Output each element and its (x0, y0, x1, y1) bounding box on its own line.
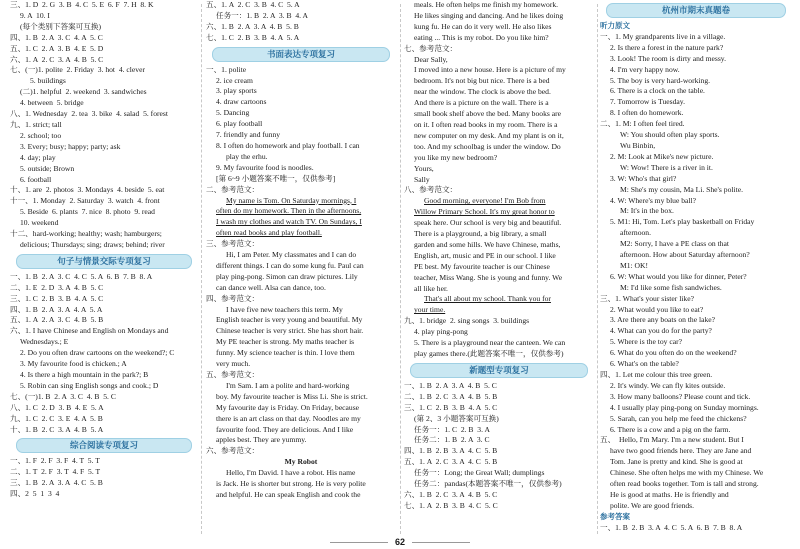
answer-line: Hi, I am Peter. My classmates and I can do (226, 250, 357, 260)
answer-line: M2: Sorry, I have a PE class on that (620, 239, 729, 249)
answer-line: 六、1. I have Chinese and English on Mondays and (10, 326, 169, 336)
answer-line: new computer on my desk. And my plant is on it, (414, 130, 564, 140)
answer-line: 四、1. B 2. A 3. A 4. A 5. A (10, 304, 103, 314)
answer-line: 4. W: Where's my blue ball? (610, 195, 697, 205)
answer-line: 4. play ping-pong (414, 327, 468, 337)
answer-line: near the window. The clock is above the bed. (414, 87, 551, 97)
answer-line: He is good at maths. He is friendly and (610, 489, 729, 499)
answer-line: 十二、hard-working; healthy; wash; hamburgers; (10, 229, 162, 239)
answer-line: 5. Sarah, can you help me feed the chickens? (610, 413, 747, 423)
section-banner: 句子与情景交际专项复习 (16, 254, 192, 269)
answer-line: afternoon. (620, 228, 651, 238)
answer-line: small book shelf above the bed. Many books are (414, 109, 561, 119)
answer-line: 2. M: Look at Mike's new picture. (610, 151, 714, 161)
answer-line: 四、1. B 2. B 3. A 4. C 5. B (404, 446, 498, 456)
answer-line: 四、参考范文： (206, 293, 260, 303)
answer-line: He likes singing and dancing. And he likes doing (414, 10, 564, 20)
answer-line: 六、参考范文： (206, 446, 260, 456)
answer-line: often read books and play football. (216, 228, 322, 238)
answer-line: Hello, I'm David. I have a robot. His name (226, 468, 356, 478)
answer-line: W: Wow! There is a river in it. (620, 162, 713, 172)
answer-line: play the erhu. (226, 151, 268, 161)
answer-line: 七、(一)1. polite 2. Friday 3. hot 4. clever (10, 65, 145, 75)
answer-line: 5. Dancing (216, 108, 250, 118)
answer-line: Chinese teacher is very strict. She has short hair. (216, 326, 364, 336)
answer-line: teacher, Miss Wang. She is young and funny. We (414, 272, 563, 282)
answer-line: M: I'd like some fish sandwiches. (620, 282, 722, 292)
page-number: 62 (388, 536, 412, 549)
answer-line: 5. The boy is very hard-working. (610, 75, 711, 85)
answer-line: 4. I usually play ping-pong on Sunday mornings. (610, 402, 759, 412)
answer-line: 3. Are there any boats on the lake? (610, 315, 716, 325)
answer-line: 5. Where is the toy car? (610, 337, 682, 347)
answer-line: English, art, music and PE in our school. I like (414, 250, 556, 260)
column-divider (400, 4, 401, 534)
answer-line: 5. Robin can sing English songs and cook.; D (20, 380, 159, 390)
answer-line: 2. Do you often draw cartoons on the weekend?; C (20, 348, 175, 358)
answer-line: 二、1. E 2. D 3. A 4. B 5. C (10, 282, 104, 292)
answer-line: 4. day; play (20, 152, 56, 162)
answer-line: eating ... This is my robot. Do you like him? (414, 32, 549, 42)
answer-line: 4. between 5. bridge (20, 98, 84, 108)
answer-line: 九、1. bridge 2. sing songs 3. buildings (404, 316, 530, 326)
answer-line: 八、1. Wednesday 2. tea 3. bike 4. salad 5. forest (10, 109, 168, 119)
answer-line: on it. I often read books in my room. There is a (414, 119, 558, 129)
answer-line: 二、1. T 2. F 3. T 4. F 5. T (10, 467, 101, 477)
answer-line: 一、1. B 2. B 3. A 4. C 5. A 6. B 7. B 8. A (600, 522, 743, 532)
answer-line: 二、1. B 2. C 3. A 4. B 5. B (404, 391, 498, 401)
answer-line: 一、1. B 2. A 3. A 4. B 5. C (404, 380, 497, 390)
answer-line: 五、参考范文： (206, 370, 260, 379)
answer-line: often do my homework. Then in the afternoons, (216, 206, 362, 216)
answer-line: play ping-pong. Simon can draw pictures. Lily (216, 271, 358, 281)
answer-line: 6. football (20, 174, 52, 184)
answer-line: 七、(一)1. B 2. A 3. C 4. B 5. C (10, 391, 116, 401)
answer-line: 4. I'm very happy now. (610, 64, 680, 74)
answer-line: speak here. Our school is very big and beautiful. (414, 218, 562, 228)
answer-line: 五、1. C 2. A 3. B 4. E 5. D (10, 43, 104, 53)
answer-line: Yours, (414, 163, 434, 173)
answer-line: 5. outside; Brown (20, 163, 75, 173)
answer-line: 十一、1. Monday 2. Saturday 3. watch 4. front (10, 196, 160, 206)
essay-title: My Robot (284, 457, 318, 467)
answer-line: 3. How many balloons? Please count and tick. (610, 391, 751, 401)
answer-line: M: She's my cousin, Ma Li. She's polite. (620, 184, 743, 194)
answer-line: very much. (216, 359, 251, 369)
section-subheading: 听力原文 (600, 21, 630, 30)
answer-line: Wednesdays.; E (20, 337, 69, 347)
answer-line: boy. My favourite teacher is Miss Li. She is strict. (216, 391, 368, 401)
answer-line: garden and some hills. We have Chinese, maths, (414, 239, 561, 249)
answer-line: different things. I can do some kung fu. Paul can (216, 260, 364, 270)
answer-line: PE best. My favourite teacher is our Chinese (414, 261, 550, 271)
answer-line: 五、1. A 2. A 3. C 4. B 5. B (10, 315, 104, 325)
answer-line: 九、1. C 2. C 3. E 4. A 5. B (10, 413, 103, 423)
answer-line: M1: OK! (620, 260, 649, 270)
answer-line: 七、参考范文： (404, 43, 458, 53)
answer-line: My PE teacher is strong. My maths teacher is (216, 337, 355, 347)
answer-line: 六、1. B 2. A 3. A 4. B 5. B (206, 21, 299, 31)
answer-line: English teacher is very young and beautiful. My (216, 315, 363, 325)
answer-line: 三、1. B 2. A 3. A 4. C 5. B (10, 478, 103, 488)
answer-line: I wash my clothes and watch TV. On Sundays, I (216, 217, 362, 227)
answer-line: 5. M1: Hi, Tom. Let's play basketball on Friday (610, 217, 755, 227)
answer-line: 八、参考范文： (404, 185, 458, 195)
answer-line: delicious; Thursdays; sing; draws; behind; river (20, 239, 165, 249)
answer-line: is Jack. He is shorter but strong. He is very polite (216, 479, 366, 489)
answer-line: apples best. They are yummy. (216, 435, 307, 445)
answer-line: Tom. Jane is pretty and kind. She is good at (610, 457, 743, 467)
column-4 (600, 0, 792, 536)
answer-line: 一、1. My grandparents live in a village. (600, 31, 726, 41)
answer-line: 6. What do you often do on the weekend? (610, 348, 737, 358)
answer-line: 六、1. B 2. C 3. A 4. B 5. C (404, 489, 498, 499)
section-subheading: 参考答案 (600, 511, 630, 521)
answer-line: 4. What can you do for the party? (610, 326, 712, 336)
answer-line: W: You should often play sports. (620, 130, 720, 140)
answer-line: 3. My favourite food is chicken.; A (20, 359, 127, 369)
answer-line: often read books together. Tom is tall and strong. (610, 479, 759, 489)
answer-line: (每个类别下答案可互换) (20, 21, 101, 31)
answer-line: 四、1. B 2. A 3. C 4. A 5. C (10, 32, 103, 42)
answer-line: 三、参考范文： (206, 239, 260, 249)
answer-line: (二)1. helpful 2. weekend 3. sandwiches (20, 87, 147, 97)
answer-line: 七、1. C 2. B 3. B 4. A 5. A (206, 32, 300, 42)
answer-line: 一、1. B 2. A 3. C 4. C 5. A 6. B 7. B 8. A (10, 271, 153, 281)
answer-line: Sally (414, 174, 430, 184)
answer-line: 五、 Hello, I'm Mary. I'm a new student. But I (600, 435, 744, 445)
answer-line: 5. There is a playground near the canteen. We can (414, 338, 566, 348)
answer-line: have two good friends here. They are Jane and (610, 446, 752, 456)
answer-line: My favourite day is Friday. On Friday, because (216, 402, 360, 412)
answer-line: 任务一：1. C 2. B 3. A (414, 424, 490, 434)
answer-line: 4. draw cartoons (216, 97, 267, 107)
answer-line: and helpful. He can speak English and cook the (216, 489, 361, 499)
answer-line: I'm Sam. I am a polite and hard-working (226, 380, 350, 390)
column-1 (10, 0, 198, 536)
answer-line: 四、1. Let me colour this tree green. (600, 370, 713, 379)
answer-line: afternoon. How about Saturday afternoon? (620, 250, 750, 260)
answer-line: can dance well. Alsa can dance, too. (216, 282, 326, 292)
answer-line: 十、1. B 2. C 3. A 4. B 5. A (10, 424, 104, 434)
answer-line: 八、1. C 2. D 3. B 4. E 5. A (10, 402, 104, 412)
answer-line: favourite food. They are delicious. And I like (216, 424, 354, 434)
answer-line: 3. Look! The room is dirty and messy. (610, 53, 727, 63)
answer-line: 一、1. polite (206, 64, 247, 74)
answer-line: I moved into a new house. Here is a picture of my (414, 65, 566, 75)
answer-line: 2. ice cream (216, 75, 253, 85)
answer-line: 3. Every; busy; happy; party; ask (20, 141, 121, 151)
answer-line: That's all about my school. Thank you for (424, 294, 551, 304)
answer-line: funny. My science teacher is thin. I love them (216, 348, 355, 358)
answer-line: 2. What would you like to eat? (610, 304, 704, 314)
answer-line: 三、1. D 2. G 3. B 4. C 5. E 6. F 7. H 8. K (10, 0, 154, 9)
answer-line: 2. school; too (20, 130, 62, 140)
answer-line: (第 2、3 小题答案可互换) (414, 413, 499, 423)
answer-line: 5. Beside 6. plants 7. nice 8. photo 9. read (20, 207, 155, 217)
answer-line: 5. buildings (30, 76, 66, 86)
answer-line: bedroom. It's not big but nice. There is a bed (414, 76, 550, 86)
answer-line: Dear Sally, (414, 54, 448, 64)
answer-line: all like her. (414, 283, 448, 293)
answer-line: 2. Is there a forest in the nature park? (610, 42, 724, 52)
answer-line: 七、1. A 2. B 3. B 4. C 5. C (404, 500, 498, 510)
answer-line: 三、1. C 2. B 3. B 4. A 5. C (10, 293, 104, 303)
answer-line: 五、1. A 2. C 3. A 4. C 5. B (404, 457, 498, 467)
answer-line: 六、1. A 2. C 3. A 4. B 5. C (10, 54, 104, 64)
answer-line: Good morning, everyone! I'm Bob from (424, 196, 546, 206)
answer-line: 九、1. strict; tall (10, 119, 62, 129)
answer-line: kung fu. He can do it very well. He also likes (414, 21, 552, 31)
answer-line: 10. weekend (20, 218, 59, 228)
answer-line: [第 6~9 小题答案不唯一，仅供参考] (216, 173, 336, 183)
answer-line: 任务二：pandas(本题答案不唯一，仅供参考) (414, 479, 562, 489)
column-3 (404, 0, 594, 536)
answer-line: 6. W: What would you like for dinner, Peter? (610, 271, 747, 281)
answer-line: Wu Binbin, (620, 140, 656, 150)
answer-line: I have five new teachers this term. My (226, 304, 343, 314)
answer-line: And there is a picture on the wall. There is a (414, 98, 549, 108)
column-2 (206, 0, 396, 536)
answer-line: 三、1. C 2. B 3. B 4. A 5. C (404, 402, 498, 412)
answer-line: 任务一：1. B 2. A 3. B 4. A (216, 10, 308, 20)
answer-line: 二、1. M: I often feel tired. (600, 119, 685, 129)
answer-line: Chinese. She often helps me with my Chinese. We (610, 468, 764, 478)
section-banner: 综合阅读专项复习 (16, 438, 192, 453)
answer-line: 四、2 5 1 3 4 (10, 489, 60, 499)
answer-line: polite. We are good friends. (610, 500, 695, 510)
answer-line: 8. I often do homework and play football. I can (216, 140, 360, 150)
answer-line: 6. There is a clock on the table. (610, 86, 705, 96)
answer-line: 7. friendly and funny (216, 130, 281, 140)
answer-line: 五、1. A 2. C 3. B 4. C 5. A (206, 0, 300, 9)
section-banner: 新题型专项复习 (410, 363, 588, 378)
answer-line: you like my new bedroom? (414, 152, 498, 162)
answer-line: 二、参考范文： (206, 184, 260, 194)
answer-line: 任务一：Long; the Great Wall; dumplings (414, 468, 545, 478)
answer-line: There is a playground, a big library, a small (414, 229, 547, 239)
section-banner: 书面表达专项复习 (212, 47, 390, 62)
answer-line: Willow Primary School. It's my great honor to (414, 207, 555, 217)
answer-line: 3. W: Who's that girl? (610, 173, 677, 183)
column-divider (597, 4, 598, 534)
answer-line: 三、1. What's your sister like? (600, 293, 694, 303)
answer-line: meals. He often helps me finish my homework. (414, 0, 559, 9)
answer-line: 9. My favourite food is noodles. (216, 162, 314, 172)
answer-line: 一、1. F 2. F 3. F 4. T 5. T (10, 456, 100, 466)
answer-line: there is an art class on that day. Noodles are my (216, 413, 361, 423)
answer-line: My name is Tom. On Saturday mornings, I (226, 195, 357, 205)
section-banner: 杭州市期末真题卷 (606, 3, 786, 18)
answer-line: 8. I often do homework. (610, 108, 684, 118)
answer-line: 6. play football (216, 119, 263, 129)
answer-line: 4. Is there a high mountain in the park?; B (20, 370, 149, 379)
page-footer (0, 536, 800, 549)
answer-line: 3. play sports (216, 86, 257, 96)
answer-line: M: It's in the box. (620, 206, 674, 216)
answer-line: 任务二：1. B 2. A 3. C (414, 435, 490, 445)
column-divider (201, 4, 202, 534)
answer-line: 十、1. are 2. photos 3. Mondays 4. beside 5. eat (10, 185, 165, 195)
answer-line: 9. A 10. I (20, 10, 50, 20)
answer-line: 2. It's windy. We can fly kites outside. (610, 380, 726, 390)
answer-line: too. And my schoolbag is under the window. Do (414, 141, 561, 151)
answer-line: 6. There is a cow and a pig on the farm. (610, 424, 731, 434)
answer-line: 6. What's on the table? (610, 359, 679, 369)
answer-line: your time. (414, 305, 446, 315)
answer-line: 7. Tomorrow is Tuesday. (610, 97, 685, 107)
answer-line: play games there.(此题答案不唯一，仅供参考) (414, 349, 564, 358)
